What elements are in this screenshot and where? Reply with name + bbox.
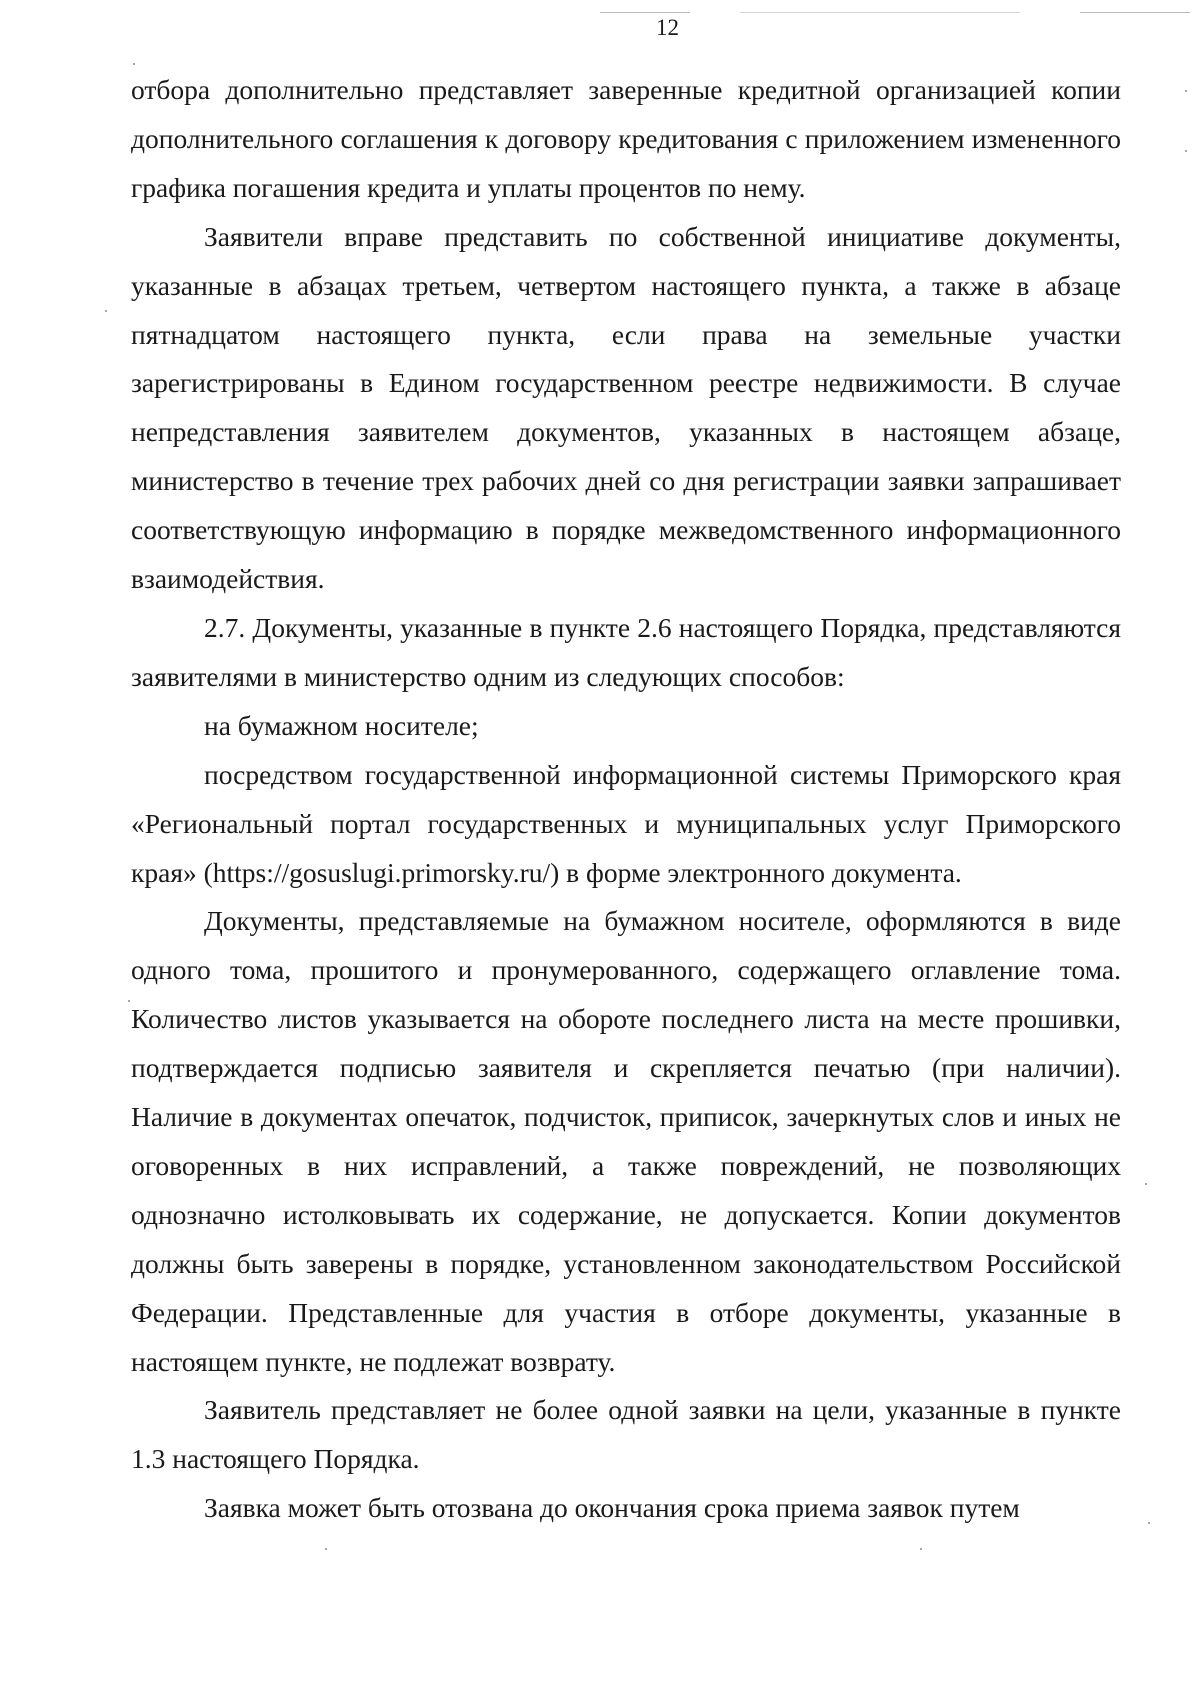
paragraph-p3: 2.7. Документы, указанные в пункте 2.6 настоящего Порядка, представляются заявителями в министерство одним из следующих способов: bbox=[131, 611, 1121, 692]
document-body bbox=[131, 66, 1121, 1533]
scan-speck bbox=[1148, 1522, 1150, 1524]
paragraph-p5: посредством государственной информационной системы Приморского края «Региональный портал государственных и муниципальных услуг Приморского края» (https://gosuslugi.primorsky.ru/) в форме электронного документа. bbox=[131, 758, 1121, 888]
scan-speck bbox=[105, 310, 107, 312]
paragraph-p4: на бумажном носителе; bbox=[204, 709, 479, 741]
paragraph-p1: отбора дополнительно представляет заверенные кредитной организацией копии дополнительного соглашения к договору кредитования с приложением измененного графика погашения кредита и уплаты процентов по нему. bbox=[131, 74, 1121, 203]
page-number: 12 bbox=[656, 15, 679, 40]
scan-speck bbox=[1185, 150, 1187, 152]
scan-speck bbox=[133, 63, 135, 65]
scan-artifact-line bbox=[740, 12, 1020, 13]
scan-speck bbox=[920, 1548, 922, 1550]
scan-artifact-line bbox=[600, 12, 690, 13]
scan-speck bbox=[128, 1000, 130, 1002]
scan-speck bbox=[1145, 1183, 1147, 1185]
paragraph-p7: Заявитель представляет не более одной заявки на цели, указанные в пункте 1.3 настоящего Порядка. bbox=[131, 1394, 1121, 1475]
scan-artifact-line bbox=[1080, 12, 1190, 13]
paragraph-p6: Документы, представляемые на бумажном носителе, оформляются в виде одного тома, прошитого и пронумерованного, содержащего оглавление тома. Количество листов указывается на обороте последнего листа на месте прошивки, подтверждается подписью заявителя и скрепляется печатью (при наличии). Наличие в документах опечаток, подчисток, приписок, зачеркнутых слов и иных не оговоренных в них исправлений, а также повреждений, не позволяющих однозначно истолковывать их содержание, не допускается. Копии документов должны быть заверены в порядке, установленном законодательством Российской Федерации. Представленные для участия в отборе документы, указанные в настоящем пункте, не подлежат возврату. bbox=[131, 905, 1121, 1377]
scan-speck bbox=[325, 1548, 327, 1550]
scan-speck bbox=[1185, 90, 1187, 92]
paragraph-p8: Заявка может быть отозвана до окончания срока приема заявок путем bbox=[204, 1492, 1020, 1524]
paragraph-p2: Заявители вправе представить по собственной инициативе документы, указанные в абзацах третьем, четвертом настоящего пункта, а также в абзаце пятнадцатом настоящего пункта, если права на земельные участки зарегистрированы в Едином государственном реестре недвижимости. В случае непредставления заявителем документов, указанных в настоящем абзаце, министерство в течение трех рабочих дней со дня регистрации заявки запрашивает соответствующую информацию в порядке межведомственного информационного взаимодействия. bbox=[131, 220, 1121, 595]
